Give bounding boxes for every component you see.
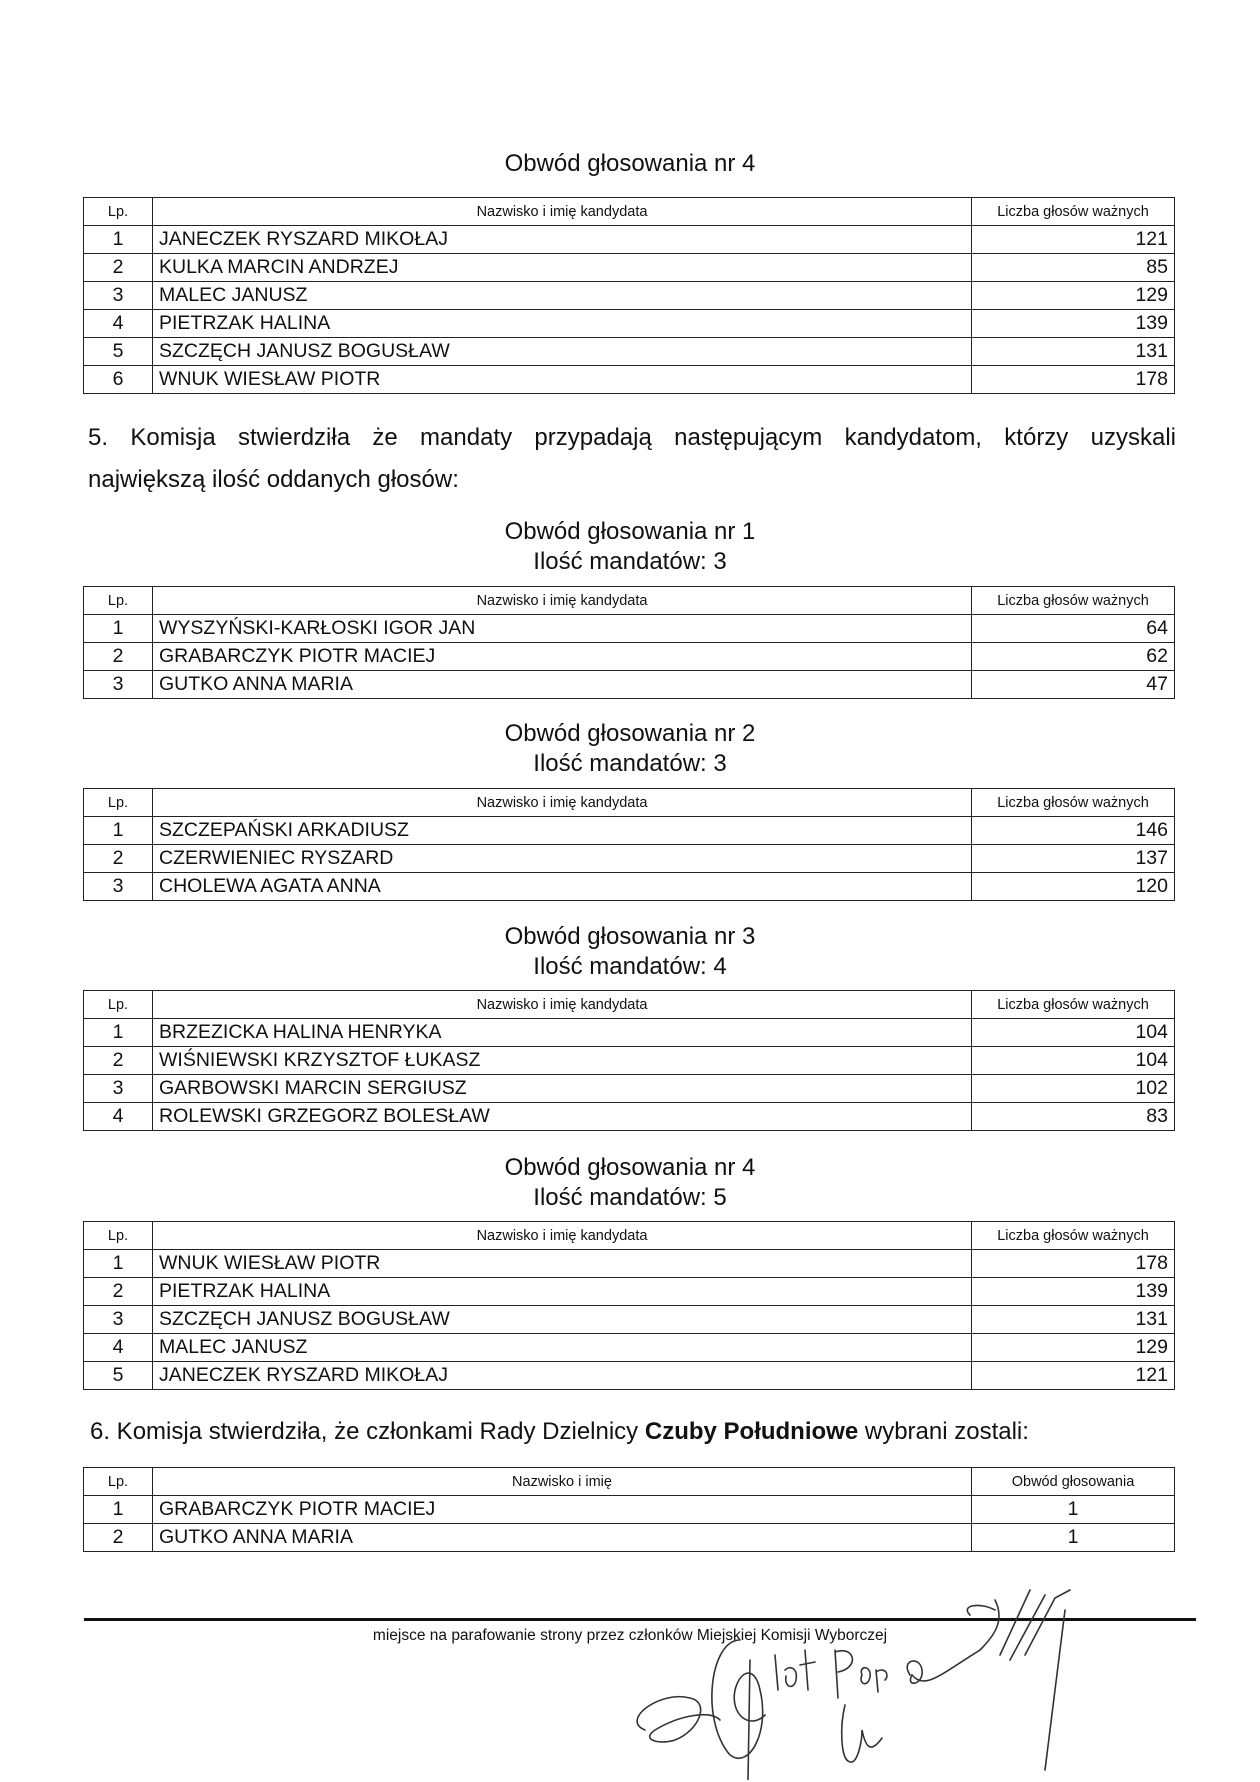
table-row [84, 1496, 1175, 1524]
cell-votes: 47 [972, 671, 1175, 699]
cell-lp: 1 [84, 1496, 153, 1524]
district-title: Obwód głosowania nr 3 [504, 923, 756, 950]
cell-votes: 146 [972, 817, 1175, 845]
header-lp: Lp. [84, 1222, 153, 1250]
cell-votes: 104 [972, 1047, 1175, 1075]
table-header-row [84, 991, 1175, 1019]
table-row [84, 845, 1175, 873]
cell-lp: 2 [84, 1278, 153, 1306]
cell-lp: 3 [84, 1075, 153, 1103]
cell-votes: 85 [972, 254, 1175, 282]
cell-name: GARBOWSKI MARCIN SERGIUSZ [153, 1075, 972, 1103]
results-table-district-4 [83, 197, 1175, 394]
header-lp: Lp. [84, 991, 153, 1019]
table-row [84, 671, 1175, 699]
header-votes: Liczba głosów ważnych [972, 789, 1175, 817]
table-row [84, 643, 1175, 671]
table-row [84, 615, 1175, 643]
cell-name: JANECZEK RYSZARD MIKOŁAJ [153, 1362, 972, 1390]
point6-paragraph [90, 1418, 1178, 1446]
header-name: Nazwisko i imię kandydata [153, 991, 972, 1019]
cell-name: GUTKO ANNA MARIA [153, 671, 972, 699]
district-seats: Ilość mandatów: 3 [533, 548, 727, 575]
table-row [84, 1278, 1175, 1306]
cell-votes: 139 [972, 1278, 1175, 1306]
cell-name: WYSZYŃSKI-KARŁOSKI IGOR JAN [153, 615, 972, 643]
point6-prefix: 6. Komisja stwierdziła, że członkami Rady Dzielnicy [90, 1418, 645, 1445]
mandates-table-district-3 [83, 990, 1175, 1131]
cell-lp: 4 [84, 310, 153, 338]
cell-lp: 3 [84, 671, 153, 699]
district-title: Obwód głosowania nr 1 [504, 518, 756, 545]
cell-lp: 1 [84, 1019, 153, 1047]
table-row [84, 226, 1175, 254]
table-header-row [84, 1468, 1175, 1496]
cell-district: 1 [972, 1496, 1175, 1524]
district-seats: Ilość mandatów: 5 [533, 1184, 727, 1211]
table-row [84, 817, 1175, 845]
cell-name: JANECZEK RYSZARD MIKOŁAJ [153, 226, 972, 254]
footer-initials-note: miejsce na parafowanie strony przez członków Miejskiej Komisji Wyborczej [372, 1627, 888, 1644]
table-row [84, 1306, 1175, 1334]
district-title: Obwód głosowania nr 2 [504, 720, 756, 747]
table-row [84, 1103, 1175, 1131]
cell-lp: 2 [84, 845, 153, 873]
district-name: Czuby Południowe [644, 1418, 859, 1445]
cell-name: GRABARCZYK PIOTR MACIEJ [153, 1496, 972, 1524]
cell-name: WIŚNIEWSKI KRZYSZTOF ŁUKASZ [153, 1047, 972, 1075]
header-votes: Liczba głosów ważnych [972, 587, 1175, 615]
cell-lp: 2 [84, 1047, 153, 1075]
cell-votes: 129 [972, 1334, 1175, 1362]
cell-votes: 64 [972, 615, 1175, 643]
cell-name: WNUK WIESŁAW PIOTR [153, 366, 972, 394]
cell-votes: 131 [972, 1306, 1175, 1334]
header-name: Nazwisko i imię kandydata [153, 1222, 972, 1250]
mandates-table-district-2 [83, 788, 1175, 901]
point5-line1: 5. Komisja stwierdziła że mandaty przypadają następującym kandydatom, którzy uzyskali [88, 424, 1176, 451]
cell-lp: 1 [84, 1250, 153, 1278]
cell-name: GUTKO ANNA MARIA [153, 1524, 972, 1552]
district-seats: Ilość mandatów: 3 [533, 750, 727, 777]
signatures-icon [600, 1580, 1200, 1780]
cell-votes: 121 [972, 1362, 1175, 1390]
district-title: Obwód głosowania nr 4 [504, 1154, 756, 1181]
header-lp: Lp. [84, 198, 153, 226]
cell-name: PIETRZAK HALINA [153, 1278, 972, 1306]
cell-votes: 131 [972, 338, 1175, 366]
point6-suffix: wybrani zostali: [858, 1418, 1029, 1445]
cell-name: WNUK WIESŁAW PIOTR [153, 1250, 972, 1278]
cell-name: SZCZĘCH JANUSZ BOGUSŁAW [153, 1306, 972, 1334]
table-header-row [84, 587, 1175, 615]
table-row [84, 1524, 1175, 1552]
header-lp: Lp. [84, 587, 153, 615]
cell-name: BRZEZICKA HALINA HENRYKA [153, 1019, 972, 1047]
table-row [84, 873, 1175, 901]
header-district: Obwód głosowania [972, 1468, 1175, 1496]
header-lp: Lp. [84, 789, 153, 817]
cell-votes: 102 [972, 1075, 1175, 1103]
header-lp: Lp. [84, 1468, 153, 1496]
table-row [84, 1334, 1175, 1362]
cell-name: PIETRZAK HALINA [153, 310, 972, 338]
table-row [84, 310, 1175, 338]
cell-lp: 4 [84, 1103, 153, 1131]
cell-lp: 5 [84, 1362, 153, 1390]
cell-name: SZCZEPAŃSKI ARKADIUSZ [153, 817, 972, 845]
cell-name: KULKA MARCIN ANDRZEJ [153, 254, 972, 282]
table-row [84, 282, 1175, 310]
table-header-row [84, 1222, 1175, 1250]
mandates-table-district-4 [83, 1221, 1175, 1390]
mandates-table-district-1 [83, 586, 1175, 699]
elected-members-table [83, 1467, 1175, 1552]
table-row [84, 1075, 1175, 1103]
cell-lp: 1 [84, 226, 153, 254]
point5-line2: największą ilość oddanych głosów: [88, 466, 459, 493]
header-name: Nazwisko i imię kandydata [153, 789, 972, 817]
table-row [84, 338, 1175, 366]
cell-lp: 3 [84, 282, 153, 310]
header-votes: Liczba głosów ważnych [972, 1222, 1175, 1250]
cell-votes: 139 [972, 310, 1175, 338]
cell-name: SZCZĘCH JANUSZ BOGUSŁAW [153, 338, 972, 366]
cell-votes: 121 [972, 226, 1175, 254]
cell-lp: 2 [84, 643, 153, 671]
cell-name: CHOLEWA AGATA ANNA [153, 873, 972, 901]
header-name: Nazwisko i imię [153, 1468, 972, 1496]
cell-lp: 3 [84, 1306, 153, 1334]
cell-lp: 5 [84, 338, 153, 366]
cell-votes: 178 [972, 366, 1175, 394]
cell-name: CZERWIENIEC RYSZARD [153, 845, 972, 873]
cell-votes: 104 [972, 1019, 1175, 1047]
cell-lp: 6 [84, 366, 153, 394]
table-row [84, 1047, 1175, 1075]
table-row [84, 366, 1175, 394]
district-seats: Ilość mandatów: 4 [533, 953, 727, 980]
table-row [84, 254, 1175, 282]
cell-lp: 2 [84, 254, 153, 282]
cell-lp: 1 [84, 817, 153, 845]
cell-lp: 4 [84, 1334, 153, 1362]
cell-votes: 178 [972, 1250, 1175, 1278]
cell-name: ROLEWSKI GRZEGORZ BOLESŁAW [153, 1103, 972, 1131]
cell-votes: 62 [972, 643, 1175, 671]
header-votes: Liczba głosów ważnych [972, 198, 1175, 226]
cell-votes: 120 [972, 873, 1175, 901]
cell-lp: 3 [84, 873, 153, 901]
header-name: Nazwisko i imię kandydata [153, 587, 972, 615]
table-row [84, 1250, 1175, 1278]
cell-lp: 2 [84, 1524, 153, 1552]
cell-name: MALEC JANUSZ [153, 1334, 972, 1362]
cell-votes: 83 [972, 1103, 1175, 1131]
cell-votes: 129 [972, 282, 1175, 310]
table-row [84, 1362, 1175, 1390]
cell-name: MALEC JANUSZ [153, 282, 972, 310]
table-header-row [84, 789, 1175, 817]
cell-lp: 1 [84, 615, 153, 643]
table-row [84, 1019, 1175, 1047]
table-header-row [84, 198, 1175, 226]
header-votes: Liczba głosów ważnych [972, 991, 1175, 1019]
header-name: Nazwisko i imię kandydata [153, 198, 972, 226]
cell-votes: 137 [972, 845, 1175, 873]
section-title: Obwód głosowania nr 4 [504, 150, 756, 177]
cell-district: 1 [972, 1524, 1175, 1552]
cell-name: GRABARCZYK PIOTR MACIEJ [153, 643, 972, 671]
